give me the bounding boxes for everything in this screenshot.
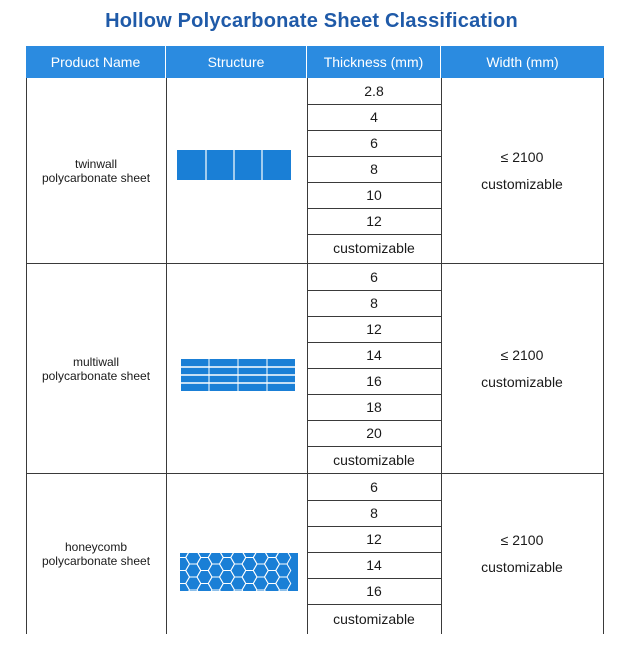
product-name-line: polycarbonate sheet: [41, 554, 151, 568]
product-name-line: polycarbonate sheet: [41, 170, 151, 185]
thickness-value: customizable: [333, 240, 415, 256]
product-name-line: twinwall: [74, 156, 117, 171]
product-name-line: polycarbonate sheet: [41, 368, 151, 383]
product-name-honeycomb: [26, 474, 166, 634]
header-structure: Structure: [166, 46, 307, 78]
thickness-value: 18: [366, 399, 382, 415]
twinwall-cross-section-icon: [177, 150, 291, 180]
width-note: customizable: [481, 373, 563, 390]
thickness-value: 14: [366, 347, 382, 363]
thickness-value: 8: [370, 161, 378, 177]
thickness-value: 12: [366, 213, 382, 229]
thickness-value: 16: [366, 583, 382, 599]
product-name-twinwall: [26, 78, 166, 263]
width-multiwall: [441, 264, 603, 473]
thickness-value: 12: [366, 321, 382, 337]
header-thickness: Thickness (mm): [307, 46, 441, 78]
width-limit: ≤ 2100: [500, 532, 544, 548]
product-name-line: honeycomb: [64, 540, 128, 554]
thickness-value: 4: [370, 109, 378, 125]
thickness-value: 16: [366, 373, 382, 389]
product-name-line: multiwall: [72, 354, 119, 369]
thickness-value: 20: [366, 425, 382, 441]
thickness-value: 6: [370, 269, 378, 285]
header-product-name: Product Name: [26, 46, 166, 78]
thickness-value: 2.8: [364, 83, 384, 99]
width-honeycomb: [441, 474, 603, 634]
thickness-value: customizable: [333, 451, 415, 468]
page-title: Hollow Polycarbonate Sheet Classification: [105, 10, 518, 32]
thickness-value: 6: [370, 479, 378, 495]
width-twinwall: [441, 78, 603, 263]
honeycomb-cross-section-icon: [180, 553, 298, 591]
grid-line: [603, 78, 604, 634]
classification-table: [26, 46, 604, 634]
thickness-value: 8: [370, 295, 378, 311]
thickness-value: 8: [370, 505, 378, 521]
thickness-value: 12: [366, 531, 382, 547]
thickness-value: 10: [366, 187, 382, 203]
width-note: customizable: [481, 559, 563, 575]
product-name-multiwall: [26, 264, 166, 473]
grid-line: [166, 78, 167, 634]
header-width: Width (mm): [441, 46, 604, 78]
thickness-value: 14: [366, 557, 382, 573]
thickness-value: 6: [370, 135, 378, 151]
thickness-value: customizable: [333, 610, 415, 627]
width-limit: ≤ 2100: [500, 346, 544, 363]
multiwall-cross-section-icon: [181, 359, 295, 391]
width-note: customizable: [481, 175, 563, 192]
width-limit: ≤ 2100: [500, 148, 544, 165]
